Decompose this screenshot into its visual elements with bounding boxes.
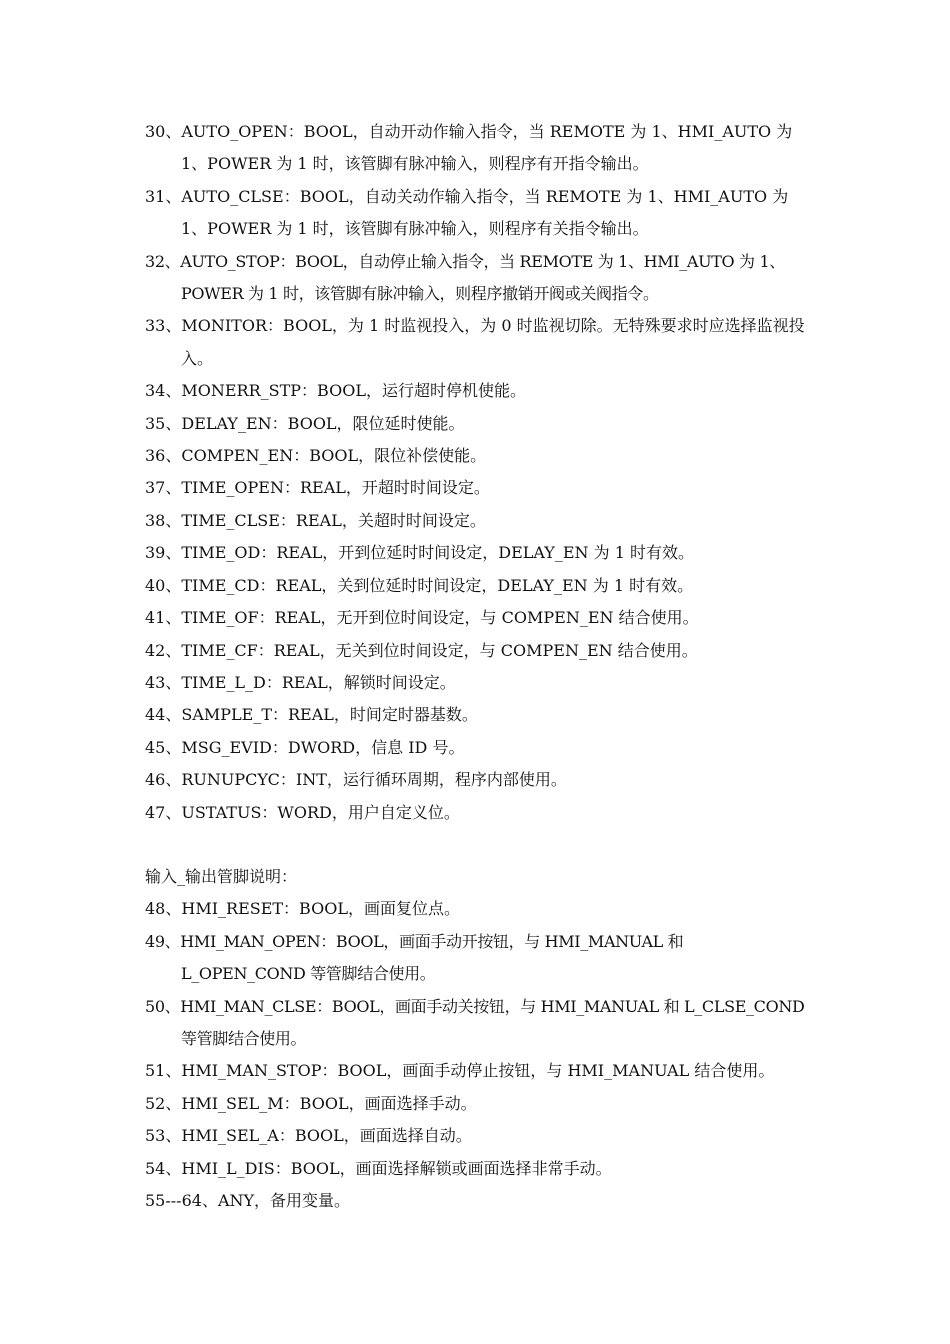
list-item: 31、AUTO_CLSE：BOOL，自动关动作输入指令，当 REMOTE 为 1、HMI_AUTO 为 1、POWER 为 1 时，该管脚有脉冲输入，则程序有关指令输出。	[145, 186, 789, 239]
list-item: 47、USTATUS：WORD，用户自定义位。	[145, 802, 460, 822]
list-item: 43、TIME_L_D：REAL，解锁时间设定。	[145, 672, 456, 692]
list-item: 52、HMI_SEL_M：BOOL，画面选择手动。	[145, 1093, 477, 1113]
list-item: 46、RUNUPCYC：INT，运行循环周期，程序内部使用。	[145, 770, 567, 790]
list-item: 32、AUTO_STOP：BOOL，自动停止输入指令，当 REMOTE 为 1、HMI_AUTO 为 1、POWER 为 1 时，该管脚有脉冲输入，则程序撤销开阀或关阀指令。	[145, 251, 785, 304]
list-item: 38、TIME_CLSE：REAL，关超时时间设定。	[145, 510, 486, 530]
list-item: 30、AUTO_OPEN：BOOL，自动开动作输入指令，当 REMOTE 为 1、HMI_AUTO 为 1、POWER 为 1 时，该管脚有脉冲输入，则程序有开指令输出。	[145, 122, 793, 174]
list-item: 41、TIME_OF：REAL，无开到位时间设定，与 COMPEN_EN 结合使用。	[145, 608, 699, 628]
list-item: 39、TIME_OD：REAL，开到位延时时间设定，DELAY_EN 为 1 时有效。	[145, 543, 694, 563]
list-item: 51、HMI_MAN_STOP：BOOL，画面手动停止按钮，与 HMI_MANUAL 结合使用。	[145, 1061, 775, 1081]
list-item: 44、SAMPLE_T：REAL，时间定时器基数。	[145, 705, 478, 725]
list-item: 48、HMI_RESET：BOOL，画面复位点。	[145, 899, 460, 919]
list-item: 49、HMI_MAN_OPEN：BOOL，画面手动开按钮，与 HMI_MANUAL 和 L_OPEN_COND 等管脚结合使用。	[145, 931, 684, 984]
list-item: 34、MONERR_STP：BOOL，运行超时停机使能。	[145, 381, 526, 401]
list-item: 36、COMPEN_EN：BOOL，限位补偿使能。	[145, 446, 487, 466]
list-item: 45、MSG_EVID：DWORD，信息 ID 号。	[145, 737, 465, 757]
list-item: 42、TIME_CF：REAL，无关到位时间设定，与 COMPEN_EN 结合使用。	[145, 640, 698, 660]
list-item: 40、TIME_CD：REAL，关到位延时时间设定，DELAY_EN 为 1 时有效。	[145, 575, 694, 595]
list-item: 33、MONITOR：BOOL，为 1 时监视投入，为 0 时监视切除。无特殊要求时应选择监视投入。	[145, 316, 805, 368]
section-heading: 输入_输出管脚说明：	[145, 866, 298, 886]
closing-line: 55---64、ANY，备用变量。	[145, 1191, 351, 1210]
document-body	[145, 116, 810, 1217]
list-item: 53、HMI_SEL_A：BOOL，画面选择自动。	[145, 1126, 472, 1146]
list-item: 50、HMI_MAN_CLSE：BOOL，画面手动关按钮，与 HMI_MANUAL 和 L_CLSE_COND 等管脚结合使用。	[145, 996, 805, 1048]
list-item: 54、HMI_L_DIS：BOOL，画面选择解锁或画面选择非常手动。	[145, 1158, 612, 1178]
list-item: 35、DELAY_EN：BOOL，限位延时使能。	[145, 413, 465, 433]
list-item: 37、TIME_OPEN：REAL，开超时时间设定。	[145, 478, 490, 498]
